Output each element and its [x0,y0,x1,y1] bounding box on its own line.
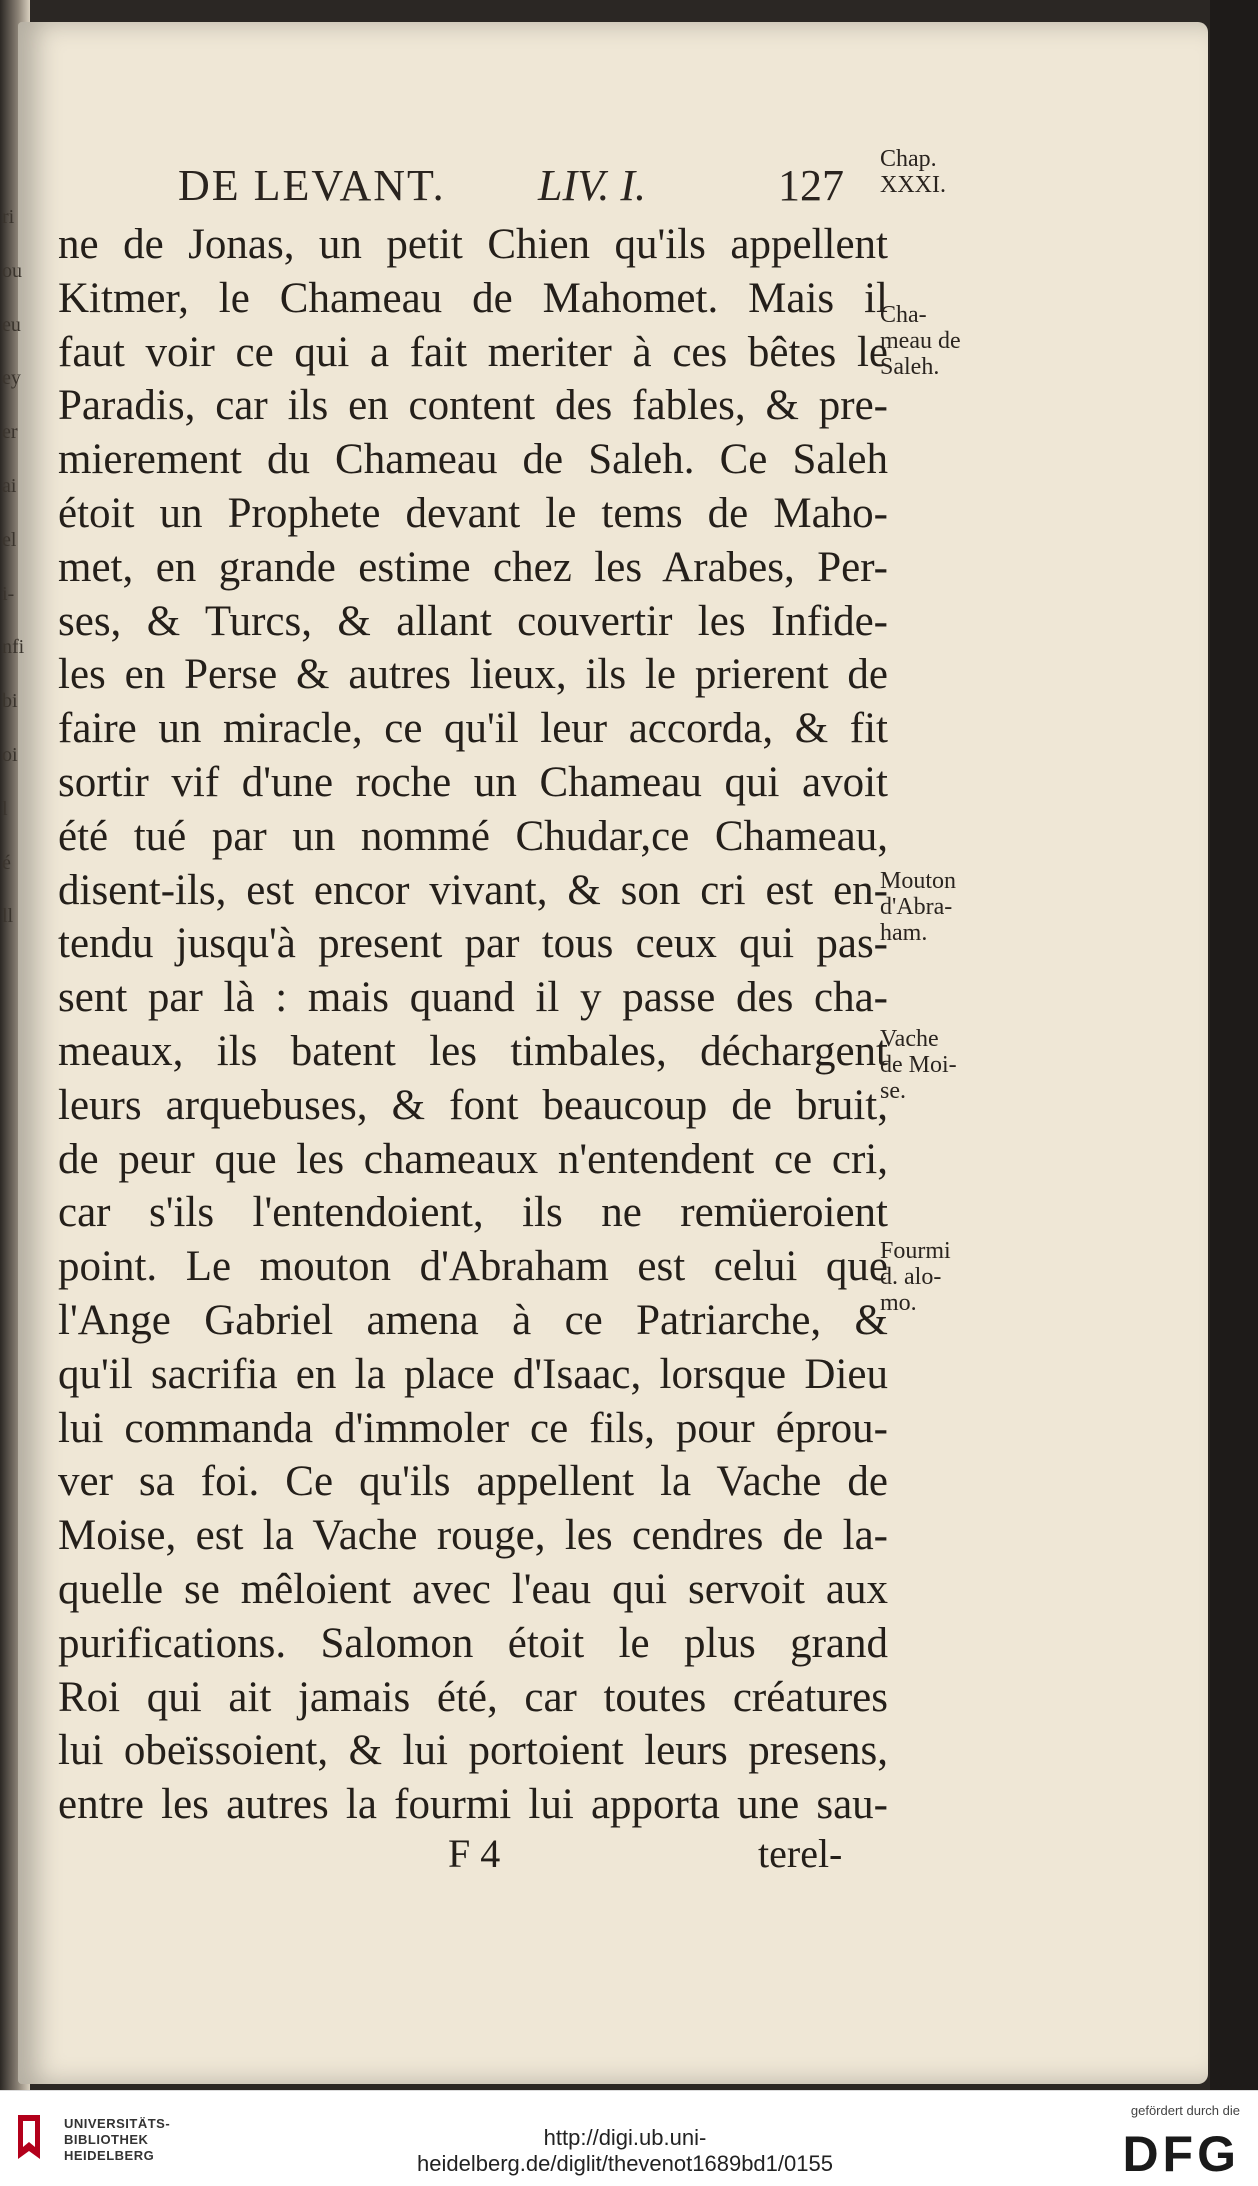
text-line: disent-ils, est encor vivant, & son cri est en- [58,866,888,914]
text-line: ses, & Turcs, & allant couvertir les Infide- [58,597,888,645]
gutter-fragment: oi [2,744,18,766]
gutter-fragment: ri [2,206,15,228]
library-logo-icon [14,2111,44,2163]
signature-mark: F 4 [448,1831,501,1876]
margin-note-line: Chap. [880,146,937,172]
gutter-fragment: nfi [2,636,25,659]
text-line: meaux, ils batent les timbales, déchargent [58,1027,888,1075]
text-line: sent par là : mais quand il y passe des cha- [58,974,888,1022]
text-line: ne de Jonas, un petit Chien qu'ils appellent [58,221,888,268]
text-line: Roi qui ait jamais été, car toutes créatures [58,1673,888,1721]
text-line: sortir vif d'une roche un Chameau qui avoit [58,758,888,806]
margin-note-line: meau de [880,328,961,354]
text-line: leurs arquebuses, & font beaucoup de bruit, [58,1081,888,1129]
running-head-title: DE LEVANT. [178,161,446,210]
text-line: point. Le mouton d'Abraham est celui que [58,1243,888,1291]
margin-note-line: mo. [880,1290,917,1316]
text-line: tendu jusqu'à present par tous ceux qui pas- [58,920,888,968]
margin-note-line: d. alo- [880,1264,942,1290]
margin-note [880,868,1020,946]
permalink-url[interactable]: http://digi.ub.uni-heidelberg.de/diglit/thevenot1689bd1/0155 [417,2125,833,2176]
margin-note-line: Saleh. [880,354,940,380]
text-line: les en Perse & autres lieux, ils le prierent de [58,651,888,699]
body-text [58,218,888,1832]
margin-note [880,1026,1020,1104]
text-line: l'Ange Gabriel amena à ce Patriarche, & [58,1296,888,1344]
text-line: Moise, est la Vache rouge, les cendres de la- [58,1512,888,1560]
gutter-fragment: ou [2,259,22,282]
gutter-fragment: ey [2,367,21,390]
scan-background-edge [1210,0,1258,2090]
text-line: quelle se mêloient avec l'eau qui servoit aux [58,1565,888,1613]
viewer-footer [0,2090,1258,2186]
text-line: purifications. Salomon étoit le plus grand [58,1619,888,1667]
text-line: car s'ils l'entendoient, ils ne remüeroient [58,1189,888,1237]
gutter-fragment: eu [2,313,21,336]
text-line: lui obeïssoient, & lui portoient leurs presens, [58,1727,888,1775]
text-line: Kitmer, le Chameau de Mahomet. Mais il [58,274,888,322]
running-head [178,160,878,216]
book-page [18,22,1208,2084]
catchword: terel- [758,1831,843,1876]
text-line: lui commanda d'immoler ce fils, pour éprou- [58,1404,888,1452]
text-line: faire un miracle, ce qu'il leur accorda, & fit [58,705,888,753]
text-line: qu'il sacrifia en la place d'Isaac, lorsque Dieu [58,1350,888,1398]
margin-note-line: Vache [880,1026,939,1052]
running-head-book: LIV. I. [538,161,646,210]
text-line: été tué par un nommé Chudar,ce Chameau, [58,812,888,860]
text-line: mierement du Chameau de Saleh. Ce Saleh [58,436,888,484]
margin-note [880,302,1020,380]
gutter-fragment: el [2,528,17,551]
gutter-fragment: bi [2,690,18,713]
text-line: met, en grande estime chez les Arabes, Per- [58,543,888,591]
margin-note-line: d'Abra- [880,894,953,920]
margin-note [880,146,1020,198]
margin-note-line: se. [880,1078,906,1104]
margin-note-line: de Moi- [880,1052,957,1078]
logo-line-3: HEIDELBERG [64,2148,155,2163]
funding-note: gefördert durch die [1130,2103,1240,2118]
text-line: ver sa foi. Ce qu'ils appellent la Vache de [58,1458,888,1506]
margin-note-line: Fourmi [880,1238,951,1264]
margin-note-line: ham. [880,920,928,946]
margin-note-line: Mouton [880,868,957,894]
gutter-fragment: l [2,797,8,820]
gutter-fragment: i- [2,582,15,605]
logo-line-1: UNIVERSITÄTS- [64,2116,171,2131]
gutter-fragment: ai [2,475,17,497]
dfg-logo: DFG [1122,2126,1240,2182]
text-line: faut voir ce qui a fait meriter à ces bêtes le [58,328,888,376]
margin-note [880,1238,1020,1316]
page-number: 127 [778,161,844,210]
gutter-fragment: ll [2,905,14,928]
library-logo-text [64,2116,170,2164]
margin-note-line: Cha- [880,302,927,328]
text-line: étoit un Prophete devant le tems de Maho- [58,489,888,537]
gutter-fragment: er [2,421,18,444]
margin-note-line: XXXI. [880,172,946,198]
text-line: Paradis, car ils en content des fables, & pre- [58,382,888,430]
gutter-fragment: é [2,851,11,874]
logo-line-2: BIBLIOTHEK [64,2132,149,2147]
text-line: de peur que les chameaux n'entendent ce cri, [58,1135,888,1183]
text-line: entre les autres la fourmi lui apporta une sau- [58,1781,888,1829]
